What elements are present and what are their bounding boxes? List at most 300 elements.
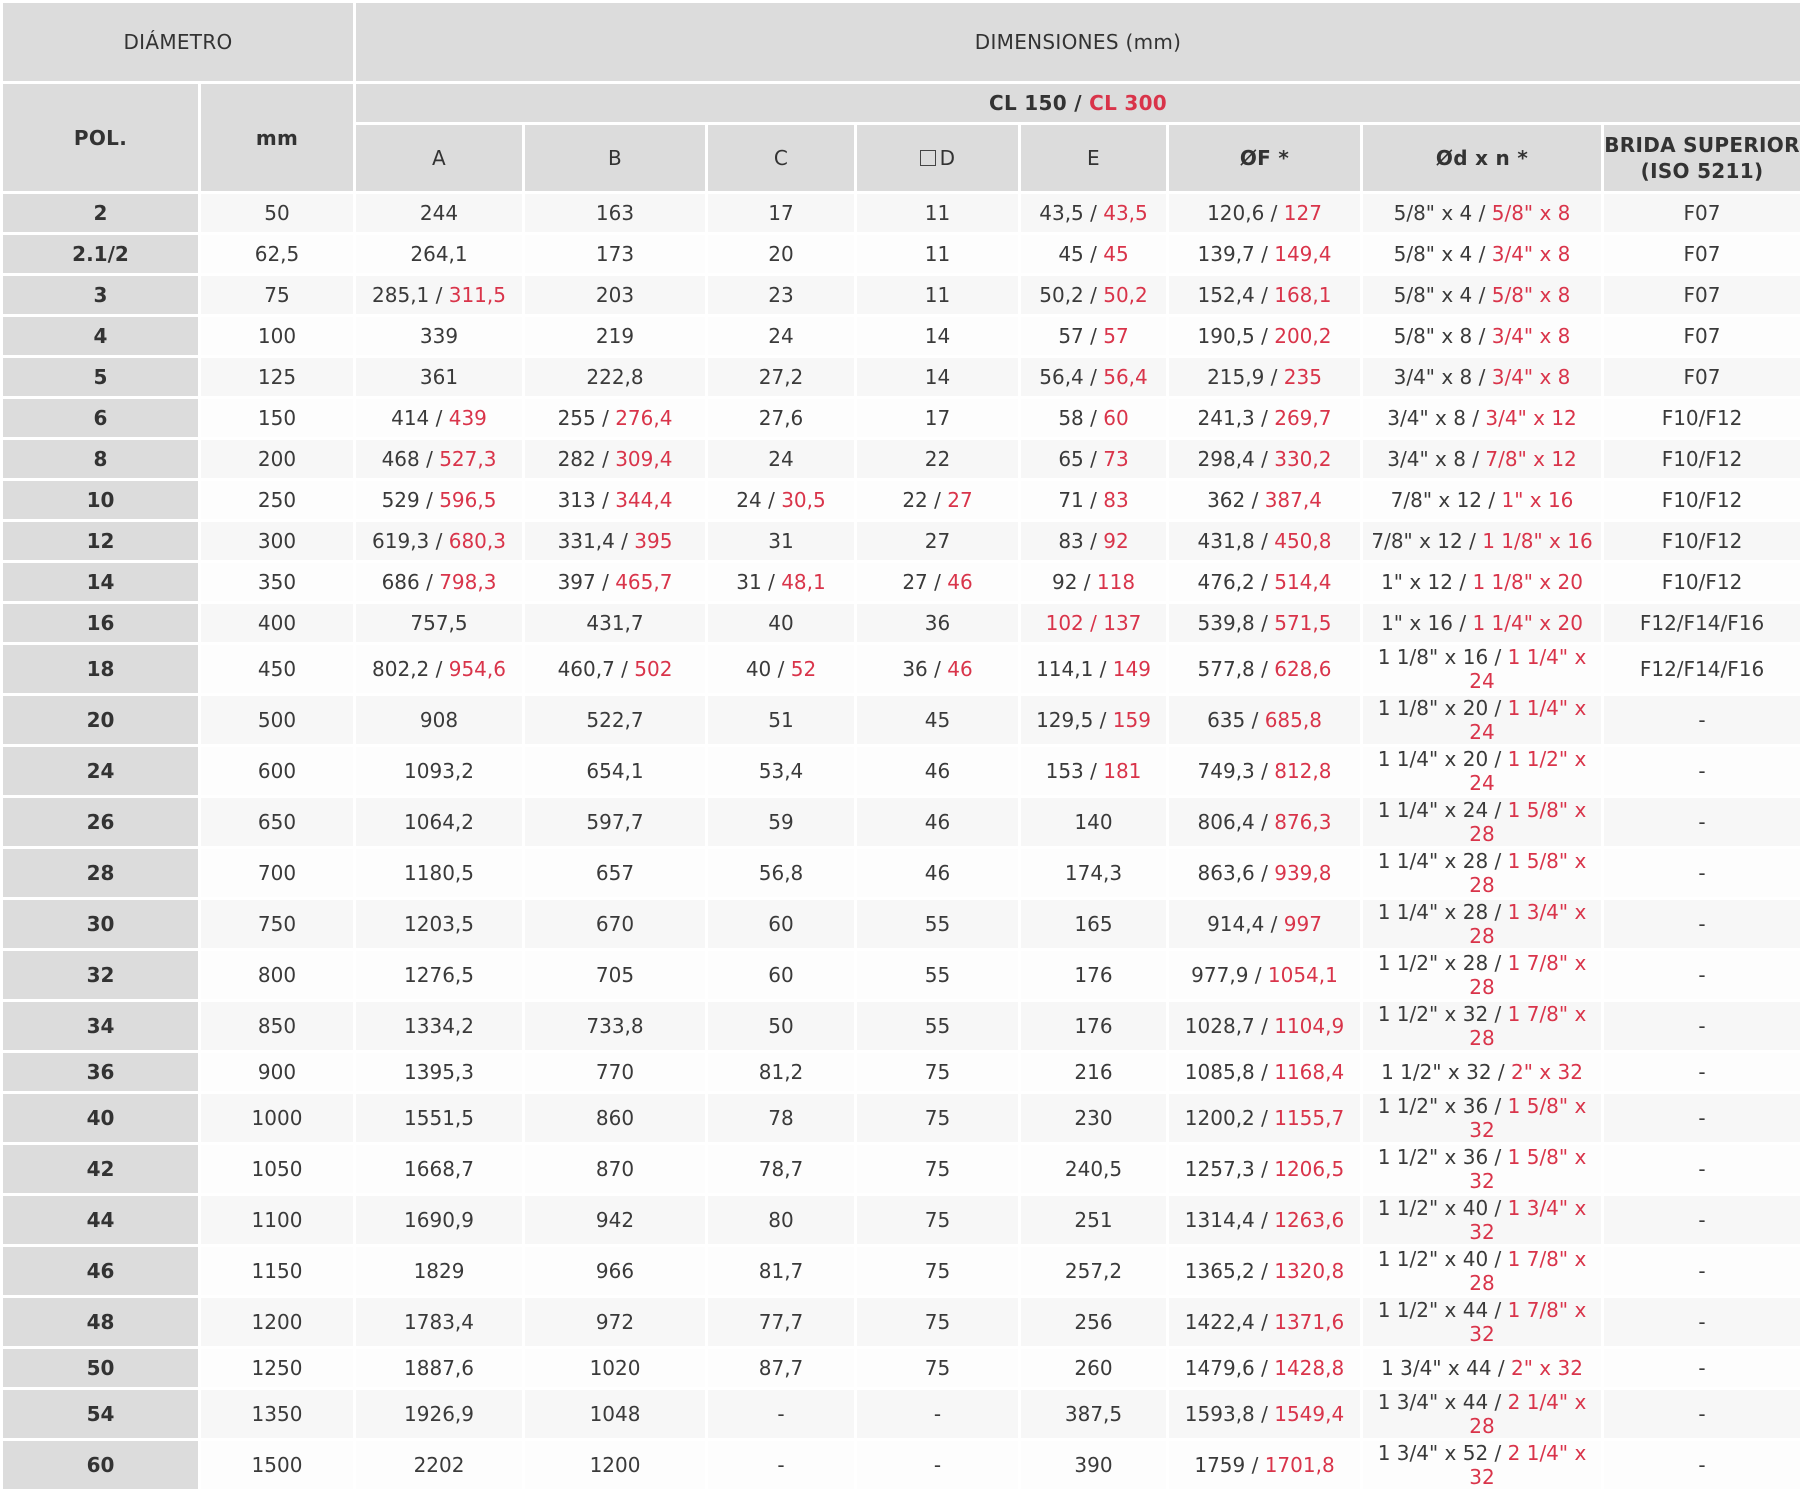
brida-cell: -: [1603, 746, 1800, 797]
cell-d: [856, 899, 1020, 950]
value-separator: /: [1463, 529, 1482, 553]
value-separator: /: [1482, 488, 1501, 512]
mm-cell: 1100: [200, 1195, 355, 1246]
cl300-value: 5/8" x 8: [1492, 283, 1571, 307]
cell-f: [1168, 603, 1362, 644]
cl150-value: 1887,6: [404, 1356, 474, 1380]
cl300-value: 5/8" x 8: [1492, 201, 1571, 225]
pol-cell: 18: [2, 644, 200, 695]
pol-cell: 8: [2, 439, 200, 480]
cell-f: [1168, 899, 1362, 950]
value-separator: /: [420, 570, 439, 594]
cell-f: [1168, 316, 1362, 357]
cell-dxn: [1362, 603, 1603, 644]
cl150-value: 75: [925, 1106, 950, 1130]
pol-cell: 44: [2, 1195, 200, 1246]
cell-e: [1020, 1440, 1168, 1491]
cell-dxn: [1362, 950, 1603, 1001]
cl150-value: -: [934, 1402, 941, 1426]
cl150-value: 75: [925, 1310, 950, 1334]
cl300-value: 2 1/4" x 32: [1469, 1441, 1586, 1489]
value-separator: /: [1488, 1298, 1507, 1322]
cl150-value: 1 1/2" x 32: [1378, 1002, 1488, 1026]
cl150-value: 1314,4: [1185, 1208, 1255, 1232]
cell-c: [707, 1348, 856, 1389]
value-separator: /: [1084, 283, 1103, 307]
cl150-value: -: [777, 1402, 784, 1426]
pol-cell: 34: [2, 1001, 200, 1052]
cl150-value: 1257,3: [1185, 1157, 1255, 1181]
value-separator: /: [1084, 242, 1103, 266]
cl300-value: 30,5: [781, 488, 826, 512]
value-separator: /: [1245, 708, 1264, 732]
cell-dxn: [1362, 1297, 1603, 1348]
brida-cell: -: [1603, 1440, 1800, 1491]
cl150-value: 1 1/4" x 28: [1378, 900, 1488, 924]
pol-header: POL.: [2, 83, 200, 193]
value-separator: /: [1488, 1247, 1507, 1271]
value-separator: /: [1248, 963, 1267, 987]
cell-e: [1020, 603, 1168, 644]
cell-d: [856, 234, 1020, 275]
cl150-value: 362: [1207, 488, 1245, 512]
cl150-value: 5/8" x 4: [1394, 201, 1473, 225]
cell-b: [524, 899, 707, 950]
cl300-value: 311,5: [449, 283, 506, 307]
value-separator: /: [1255, 1310, 1274, 1334]
cl150-value: 173: [596, 242, 634, 266]
cell-c: [707, 193, 856, 234]
cl300-value: 181: [1103, 759, 1141, 783]
cell-f: [1168, 1297, 1362, 1348]
cl150-value: 129,5: [1036, 708, 1093, 732]
table-row: [2, 1195, 1800, 1246]
brida-cell: -: [1603, 1052, 1800, 1093]
mm-cell: 600: [200, 746, 355, 797]
cl300-value: 465,7: [615, 570, 672, 594]
cl150-value: 230: [1074, 1106, 1112, 1130]
cl300-value: 168,1: [1274, 283, 1331, 307]
cell-f: [1168, 357, 1362, 398]
cell-b: [524, 1348, 707, 1389]
cell-c: [707, 398, 856, 439]
class-300-label: CL 300: [1089, 91, 1167, 115]
col-d-header: [856, 124, 1020, 193]
cell-dxn: [1362, 521, 1603, 562]
cl300-value: 954,6: [449, 657, 506, 681]
table-row: [2, 357, 1800, 398]
cl150-value: 1085,8: [1185, 1060, 1255, 1084]
cl150-value: 339: [420, 324, 458, 348]
brida-cell: F10/F12: [1603, 439, 1800, 480]
cl150-value: 1593,8: [1185, 1402, 1255, 1426]
cl150-value: 285,1: [372, 283, 429, 307]
cell-b: [524, 1440, 707, 1491]
cl150-value: 468: [382, 447, 420, 471]
cl300-value: 1 5/8" x 32: [1469, 1094, 1586, 1142]
cell-f: [1168, 1195, 1362, 1246]
pol-cell: 60: [2, 1440, 200, 1491]
cell-b: [524, 644, 707, 695]
cell-a: [355, 603, 524, 644]
cl300-value: 43,5: [1103, 201, 1148, 225]
cl150-value: 1028,7: [1185, 1014, 1255, 1038]
cell-dxn: [1362, 1440, 1603, 1491]
cell-b: [524, 234, 707, 275]
mm-cell: 800: [200, 950, 355, 1001]
cl150-value: 176: [1074, 1014, 1112, 1038]
cell-d: [856, 1440, 1020, 1491]
pol-cell: 5: [2, 357, 200, 398]
value-separator: /: [1255, 283, 1274, 307]
cl150-value: -: [777, 1453, 784, 1477]
cl300-value: 1 1/2" x 24: [1469, 747, 1586, 795]
cl300-value: 2 1/4" x 28: [1469, 1390, 1586, 1438]
cl150-value: 1479,6: [1185, 1356, 1255, 1380]
cl150-value: 78,7: [759, 1157, 804, 1181]
cl300-value: 269,7: [1274, 406, 1331, 430]
table-row: [2, 603, 1800, 644]
cell-dxn: [1362, 899, 1603, 950]
cl150-value: 219: [596, 324, 634, 348]
value-separator: /: [1255, 1356, 1274, 1380]
cl150-value: 5/8" x 4: [1394, 283, 1473, 307]
cl150-value: -: [934, 1453, 941, 1477]
table-row: [2, 695, 1800, 746]
pol-cell: 2: [2, 193, 200, 234]
cell-f: [1168, 695, 1362, 746]
value-separator: /: [1472, 365, 1491, 389]
cell-e: [1020, 357, 1168, 398]
cell-c: [707, 1246, 856, 1297]
cl300-value: 118: [1097, 570, 1135, 594]
cell-d: [856, 439, 1020, 480]
value-separator: /: [1488, 849, 1507, 873]
cl150-value: 14: [925, 365, 950, 389]
cell-c: [707, 797, 856, 848]
cl150-value: 257,2: [1065, 1259, 1122, 1283]
pol-cell: 10: [2, 480, 200, 521]
table-row: [2, 797, 1800, 848]
cl150-value: 1" x 12: [1381, 570, 1453, 594]
cell-e: [1020, 848, 1168, 899]
pol-cell: 48: [2, 1297, 200, 1348]
value-separator: /: [615, 657, 634, 681]
cell-f: [1168, 480, 1362, 521]
cell-d: [856, 797, 1020, 848]
cl300-value: 680,3: [449, 529, 506, 553]
mm-cell: 1250: [200, 1348, 355, 1389]
table-row: [2, 480, 1800, 521]
cell-dxn: [1362, 193, 1603, 234]
cell-dxn: [1362, 1389, 1603, 1440]
cl150-value: 460,7: [558, 657, 615, 681]
brida-cell: -: [1603, 695, 1800, 746]
pol-cell: 50: [2, 1348, 200, 1389]
cl150-value: 1 3/4" x 44: [1378, 1390, 1488, 1414]
cell-dxn: [1362, 746, 1603, 797]
cell-dxn: [1362, 357, 1603, 398]
cell-d: [856, 695, 1020, 746]
table-row: [2, 398, 1800, 439]
cell-e: [1020, 398, 1168, 439]
cl150-value: 176: [1074, 963, 1112, 987]
mm-cell: 750: [200, 899, 355, 950]
cl150-value: 83: [1058, 529, 1083, 553]
cl300-value: 812,8: [1274, 759, 1331, 783]
cell-a: [355, 950, 524, 1001]
cell-dxn: [1362, 848, 1603, 899]
mm-cell: 250: [200, 480, 355, 521]
cl150-value: 757,5: [410, 611, 467, 635]
cl150-value: 59: [768, 810, 793, 834]
mm-cell: 500: [200, 695, 355, 746]
cell-c: [707, 316, 856, 357]
cell-dxn: [1362, 562, 1603, 603]
table-row: [2, 1001, 1800, 1052]
brida-cell: -: [1603, 1144, 1800, 1195]
table-row: [2, 1246, 1800, 1297]
value-separator: /: [1077, 570, 1096, 594]
cl150-value: 140: [1074, 810, 1112, 834]
cell-c: [707, 746, 856, 797]
mm-cell: 1000: [200, 1093, 355, 1144]
class-header: [355, 83, 1800, 124]
cl150-value: 1 1/2" x 36: [1378, 1094, 1488, 1118]
cl150-value: 58: [1058, 406, 1083, 430]
cl150-value: 414: [391, 406, 429, 430]
table-body: [2, 193, 1800, 1491]
cell-e: [1020, 1195, 1168, 1246]
cl300-value: 344,4: [615, 488, 672, 512]
cl300-value: 56,4: [1103, 365, 1148, 389]
mm-cell: 1350: [200, 1389, 355, 1440]
cell-d: [856, 1297, 1020, 1348]
cell-d: [856, 562, 1020, 603]
cl300-value: 685,8: [1265, 708, 1322, 732]
cl300-value: 395: [634, 529, 672, 553]
cl150-value: 27,6: [759, 406, 804, 430]
cl150-value: 27,2: [759, 365, 804, 389]
cl150-value: 165: [1074, 912, 1112, 936]
cell-c: [707, 439, 856, 480]
cell-c: [707, 603, 856, 644]
cell-b: [524, 439, 707, 480]
cl300-value: 387,4: [1265, 488, 1322, 512]
cl150-value: 11: [925, 283, 950, 307]
dimensiones-header: DIMENSIONES (mm): [355, 2, 1800, 83]
pol-cell: 20: [2, 695, 200, 746]
value-separator: /: [615, 529, 634, 553]
cl300-value: 1701,8: [1265, 1453, 1335, 1477]
brida-cell: F07: [1603, 275, 1800, 316]
value-separator: /: [1255, 529, 1274, 553]
cl300-value: 46: [947, 657, 972, 681]
cl300-value: 1168,4: [1274, 1060, 1344, 1084]
col-b-header: B: [524, 124, 707, 193]
cl300-value: 73: [1103, 447, 1128, 471]
cl150-value: 20: [768, 242, 793, 266]
mm-cell: 400: [200, 603, 355, 644]
cl150-value: 27: [902, 570, 927, 594]
cl150-value: 24: [736, 488, 761, 512]
cl150-value: 802,2: [372, 657, 429, 681]
cl150-value: 190,5: [1198, 324, 1255, 348]
col-a-header: A: [355, 124, 524, 193]
cell-a: [355, 848, 524, 899]
value-separator: /: [1264, 201, 1283, 225]
value-separator: /: [1466, 447, 1485, 471]
cl150-value: 17: [768, 201, 793, 225]
cell-b: [524, 1093, 707, 1144]
table-row: [2, 521, 1800, 562]
cl150-value: 1180,5: [404, 861, 474, 885]
cell-dxn: [1362, 316, 1603, 357]
cl150-value: 522,7: [586, 708, 643, 732]
cell-e: [1020, 899, 1168, 950]
pol-cell: 30: [2, 899, 200, 950]
cell-c: [707, 848, 856, 899]
cell-c: [707, 695, 856, 746]
table-row: [2, 746, 1800, 797]
cell-c: [707, 480, 856, 521]
cl300-value: 1 1/4" x 20: [1472, 611, 1582, 635]
cell-dxn: [1362, 695, 1603, 746]
cl150-value: 3/4" x 8: [1387, 447, 1466, 471]
brida-line1: BRIDA SUPERIOR: [1604, 133, 1800, 157]
cl150-value: 80: [768, 1208, 793, 1232]
cell-e: [1020, 1348, 1168, 1389]
value-separator: /: [1255, 1060, 1274, 1084]
cl150-value: 50: [768, 1014, 793, 1038]
cell-d: [856, 1144, 1020, 1195]
cl150-value: 11: [925, 201, 950, 225]
brida-cell: F10/F12: [1603, 562, 1800, 603]
cl150-value: 46: [925, 861, 950, 885]
cell-a: [355, 439, 524, 480]
cl150-value: 657: [596, 861, 634, 885]
cl300-value: 1428,8: [1274, 1356, 1344, 1380]
cell-c: [707, 357, 856, 398]
cl150-value: 78: [768, 1106, 793, 1130]
value-separator: /: [1488, 645, 1507, 669]
cl150-value: 1334,2: [404, 1014, 474, 1038]
cl150-value: 361: [420, 365, 458, 389]
cl300-value: 149,4: [1274, 242, 1331, 266]
cell-b: [524, 398, 707, 439]
value-separator: /: [1255, 1402, 1274, 1426]
cl300-value: 3/4" x 12: [1485, 406, 1576, 430]
table-row: [2, 1348, 1800, 1389]
cl150-value: 36: [902, 657, 927, 681]
cell-b: [524, 746, 707, 797]
cl150-value: 71: [1058, 488, 1083, 512]
cl300-value: 3/4" x 8: [1492, 242, 1571, 266]
cl150-value: 60: [768, 963, 793, 987]
cell-a: [355, 398, 524, 439]
cell-e: [1020, 695, 1168, 746]
cl300-value: 2" x 32: [1511, 1060, 1583, 1084]
cl150-value: 3/4" x 8: [1394, 365, 1473, 389]
value-separator: /: [1084, 447, 1103, 471]
cl300-value: 997: [1284, 912, 1322, 936]
cl150-value: 22: [902, 488, 927, 512]
cl150-value: 55: [925, 1014, 950, 1038]
cl150-value: 597,7: [586, 810, 643, 834]
cell-f: [1168, 1348, 1362, 1389]
cl150-value: 75: [925, 1157, 950, 1181]
cell-e: [1020, 562, 1168, 603]
table-row: [2, 193, 1800, 234]
cell-e: [1020, 950, 1168, 1001]
pol-cell: 54: [2, 1389, 200, 1440]
cl150-value: 972: [596, 1310, 634, 1334]
cell-a: [355, 316, 524, 357]
value-separator: /: [1255, 1106, 1274, 1130]
cell-b: [524, 603, 707, 644]
cl300-value: 1104,9: [1274, 1014, 1344, 1038]
cell-e: [1020, 439, 1168, 480]
cl300-value: 628,6: [1274, 657, 1331, 681]
cl150-value: 977,9: [1191, 963, 1248, 987]
value-separator: /: [1488, 747, 1507, 771]
cell-c: [707, 275, 856, 316]
cl150-value: 1 1/4" x 24: [1378, 798, 1488, 822]
cl150-value: 705: [596, 963, 634, 987]
cell-e: [1020, 234, 1168, 275]
cl150-value: 1783,4: [404, 1310, 474, 1334]
cl300-value: 7/8" x 12: [1485, 447, 1576, 471]
cl150-value: 7/8" x 12: [1391, 488, 1482, 512]
table-row: [2, 1093, 1800, 1144]
cl150-value: 749,3: [1198, 759, 1255, 783]
value-separator: /: [928, 570, 947, 594]
pol-cell: 14: [2, 562, 200, 603]
cell-e: [1020, 644, 1168, 695]
cell-f: [1168, 193, 1362, 234]
cell-f: [1168, 234, 1362, 275]
value-separator: /: [762, 488, 781, 512]
pol-cell: 16: [2, 603, 200, 644]
cl150-value: 539,8: [1198, 611, 1255, 635]
value-separator: /: [1084, 406, 1103, 430]
value-separator: /: [1255, 657, 1274, 681]
cl150-value: 251: [1074, 1208, 1112, 1232]
mm-cell: 300: [200, 521, 355, 562]
cl150-value: 1668,7: [404, 1157, 474, 1181]
cl150-value: 313: [558, 488, 596, 512]
cell-b: [524, 1195, 707, 1246]
cl150-value: 75: [925, 1259, 950, 1283]
cl150-value: 5/8" x 4: [1394, 242, 1473, 266]
cell-e: [1020, 1052, 1168, 1093]
cl300-value: 1 1/8" x 20: [1472, 570, 1582, 594]
value-separator: /: [1492, 1060, 1511, 1084]
cell-d: [856, 746, 1020, 797]
value-separator: /: [1466, 406, 1485, 430]
cl300-value: 1 7/8" x 28: [1469, 1247, 1586, 1295]
cl150-value: 46: [925, 759, 950, 783]
cl300-value: 83: [1103, 488, 1128, 512]
cl150-value: 1395,3: [404, 1060, 474, 1084]
value-separator: /: [1255, 1259, 1274, 1283]
cell-b: [524, 1052, 707, 1093]
col-d-label: D: [940, 146, 956, 170]
cell-b: [524, 1246, 707, 1297]
cell-b: [524, 950, 707, 1001]
table-row: [2, 1297, 1800, 1348]
diametro-header: DIÁMETRO: [2, 2, 355, 83]
